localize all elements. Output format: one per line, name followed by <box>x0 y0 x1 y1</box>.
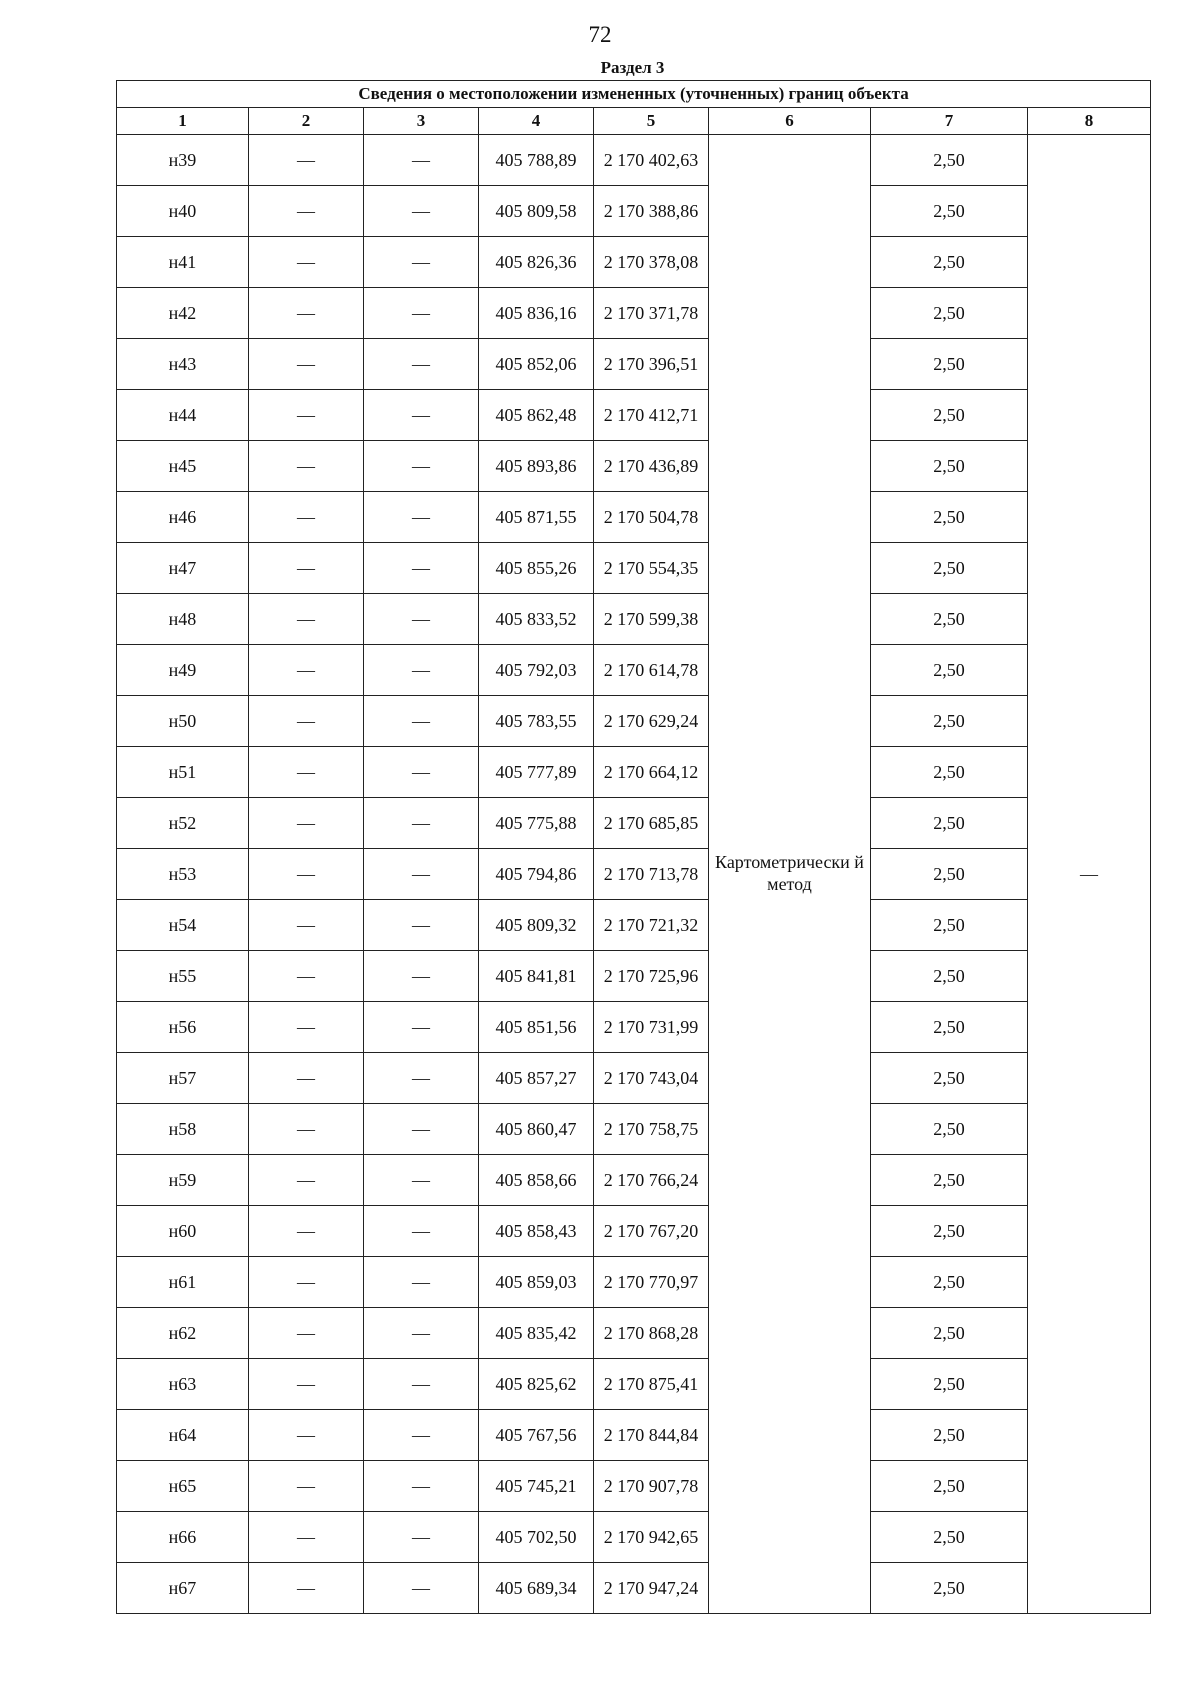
col2-cell: — <box>249 1563 364 1614</box>
col3-cell: — <box>364 1563 479 1614</box>
table-row <box>117 1257 1151 1308</box>
y-coordinate-cell: 2 170 599,38 <box>594 594 709 645</box>
x-coordinate-cell: 405 851,56 <box>479 1002 594 1053</box>
y-coordinate-cell: 2 170 844,84 <box>594 1410 709 1461</box>
table-row <box>117 1410 1151 1461</box>
point-name-cell: н59 <box>117 1155 249 1206</box>
point-name-cell: н63 <box>117 1359 249 1410</box>
col3-cell: — <box>364 288 479 339</box>
accuracy-cell: 2,50 <box>871 951 1028 1002</box>
y-coordinate-cell: 2 170 412,71 <box>594 390 709 441</box>
table-row <box>117 543 1151 594</box>
column-number: 2 <box>249 108 364 135</box>
col2-cell: — <box>249 186 364 237</box>
col3-cell: — <box>364 1104 479 1155</box>
col2-cell: — <box>249 1359 364 1410</box>
col3-cell: — <box>364 1053 479 1104</box>
y-coordinate-cell: 2 170 504,78 <box>594 492 709 543</box>
col2-cell: — <box>249 849 364 900</box>
column-number: 6 <box>709 108 871 135</box>
col3-cell: — <box>364 390 479 441</box>
col2-cell: — <box>249 1104 364 1155</box>
col3-cell: — <box>364 951 479 1002</box>
col3-cell: — <box>364 1155 479 1206</box>
point-name-cell: н56 <box>117 1002 249 1053</box>
col2-cell: — <box>249 747 364 798</box>
accuracy-cell: 2,50 <box>871 288 1028 339</box>
x-coordinate-cell: 405 855,26 <box>479 543 594 594</box>
accuracy-cell: 2,50 <box>871 390 1028 441</box>
col2-cell: — <box>249 1206 364 1257</box>
y-coordinate-cell: 2 170 942,65 <box>594 1512 709 1563</box>
col3-cell: — <box>364 849 479 900</box>
accuracy-cell: 2,50 <box>871 1461 1028 1512</box>
point-name-cell: н49 <box>117 645 249 696</box>
accuracy-cell: 2,50 <box>871 135 1028 186</box>
col2-cell: — <box>249 492 364 543</box>
col2-cell: — <box>249 594 364 645</box>
col3-cell: — <box>364 543 479 594</box>
x-coordinate-cell: 405 794,86 <box>479 849 594 900</box>
col2-cell: — <box>249 390 364 441</box>
table-row <box>117 186 1151 237</box>
point-name-cell: н64 <box>117 1410 249 1461</box>
x-coordinate-cell: 405 893,86 <box>479 441 594 492</box>
x-coordinate-cell: 405 852,06 <box>479 339 594 390</box>
table-row <box>117 441 1151 492</box>
col2-cell: — <box>249 951 364 1002</box>
y-coordinate-cell: 2 170 758,75 <box>594 1104 709 1155</box>
y-coordinate-cell: 2 170 371,78 <box>594 288 709 339</box>
accuracy-cell: 2,50 <box>871 747 1028 798</box>
col3-cell: — <box>364 900 479 951</box>
table-row <box>117 1053 1151 1104</box>
point-name-cell: н53 <box>117 849 249 900</box>
y-coordinate-cell: 2 170 396,51 <box>594 339 709 390</box>
y-coordinate-cell: 2 170 721,32 <box>594 900 709 951</box>
col3-cell: — <box>364 747 479 798</box>
table-row <box>117 135 1151 186</box>
accuracy-cell: 2,50 <box>871 849 1028 900</box>
page-number: 72 <box>588 22 612 47</box>
x-coordinate-cell: 405 689,34 <box>479 1563 594 1614</box>
col3-cell: — <box>364 441 479 492</box>
coordinates-table <box>116 80 1151 1614</box>
table-row <box>117 594 1151 645</box>
table-row <box>117 1512 1151 1563</box>
y-coordinate-cell: 2 170 388,86 <box>594 186 709 237</box>
table-row <box>117 339 1151 390</box>
point-name-cell: н43 <box>117 339 249 390</box>
accuracy-cell: 2,50 <box>871 1563 1028 1614</box>
x-coordinate-cell: 405 825,62 <box>479 1359 594 1410</box>
table-caption: Сведения о местоположении измененных (уточненных) границ объекта <box>117 81 1151 108</box>
x-coordinate-cell: 405 859,03 <box>479 1257 594 1308</box>
column-number: 5 <box>594 108 709 135</box>
col3-cell: — <box>364 1410 479 1461</box>
accuracy-cell: 2,50 <box>871 339 1028 390</box>
y-coordinate-cell: 2 170 402,63 <box>594 135 709 186</box>
col3-cell: — <box>364 339 479 390</box>
x-coordinate-cell: 405 871,55 <box>479 492 594 543</box>
column-number: 7 <box>871 108 1028 135</box>
y-coordinate-cell: 2 170 947,24 <box>594 1563 709 1614</box>
x-coordinate-cell: 405 826,36 <box>479 237 594 288</box>
col2-cell: — <box>249 135 364 186</box>
accuracy-cell: 2,50 <box>871 1104 1028 1155</box>
col2-cell: — <box>249 798 364 849</box>
point-name-cell: н55 <box>117 951 249 1002</box>
table-row <box>117 1461 1151 1512</box>
method-cell: Картометрически й метод <box>709 135 871 1614</box>
table-row <box>117 1359 1151 1410</box>
x-coordinate-cell: 405 833,52 <box>479 594 594 645</box>
x-coordinate-cell: 405 702,50 <box>479 1512 594 1563</box>
table-row <box>117 747 1151 798</box>
col2-cell: — <box>249 339 364 390</box>
x-coordinate-cell: 405 858,43 <box>479 1206 594 1257</box>
accuracy-cell: 2,50 <box>871 1053 1028 1104</box>
table-body <box>117 135 1151 1614</box>
table-row <box>117 390 1151 441</box>
col3-cell: — <box>364 135 479 186</box>
x-coordinate-cell: 405 775,88 <box>479 798 594 849</box>
col2-cell: — <box>249 1461 364 1512</box>
point-name-cell: н60 <box>117 1206 249 1257</box>
x-coordinate-cell: 405 860,47 <box>479 1104 594 1155</box>
point-name-cell: н48 <box>117 594 249 645</box>
y-coordinate-cell: 2 170 766,24 <box>594 1155 709 1206</box>
accuracy-cell: 2,50 <box>871 186 1028 237</box>
table-row <box>117 492 1151 543</box>
accuracy-cell: 2,50 <box>871 645 1028 696</box>
point-name-cell: н45 <box>117 441 249 492</box>
x-coordinate-cell: 405 836,16 <box>479 288 594 339</box>
point-name-cell: н65 <box>117 1461 249 1512</box>
accuracy-cell: 2,50 <box>871 1512 1028 1563</box>
y-coordinate-cell: 2 170 731,99 <box>594 1002 709 1053</box>
col3-cell: — <box>364 1461 479 1512</box>
point-name-cell: н51 <box>117 747 249 798</box>
col3-cell: — <box>364 492 479 543</box>
x-coordinate-cell: 405 792,03 <box>479 645 594 696</box>
accuracy-cell: 2,50 <box>871 543 1028 594</box>
x-coordinate-cell: 405 809,32 <box>479 900 594 951</box>
col2-cell: — <box>249 696 364 747</box>
col8-cell: — <box>1028 135 1151 1614</box>
point-name-cell: н67 <box>117 1563 249 1614</box>
y-coordinate-cell: 2 170 713,78 <box>594 849 709 900</box>
table-row <box>117 645 1151 696</box>
table-row <box>117 1155 1151 1206</box>
y-coordinate-cell: 2 170 725,96 <box>594 951 709 1002</box>
accuracy-cell: 2,50 <box>871 441 1028 492</box>
col3-cell: — <box>364 1257 479 1308</box>
table-row <box>117 1563 1151 1614</box>
y-coordinate-cell: 2 170 770,97 <box>594 1257 709 1308</box>
y-coordinate-cell: 2 170 767,20 <box>594 1206 709 1257</box>
x-coordinate-cell: 405 777,89 <box>479 747 594 798</box>
accuracy-cell: 2,50 <box>871 1002 1028 1053</box>
x-coordinate-cell: 405 767,56 <box>479 1410 594 1461</box>
y-coordinate-cell: 2 170 868,28 <box>594 1308 709 1359</box>
point-name-cell: н50 <box>117 696 249 747</box>
accuracy-cell: 2,50 <box>871 798 1028 849</box>
col3-cell: — <box>364 1002 479 1053</box>
y-coordinate-cell: 2 170 875,41 <box>594 1359 709 1410</box>
x-coordinate-cell: 405 858,66 <box>479 1155 594 1206</box>
col3-cell: — <box>364 1359 479 1410</box>
column-number-row <box>117 108 1151 135</box>
table-row <box>117 951 1151 1002</box>
table-row <box>117 1206 1151 1257</box>
accuracy-cell: 2,50 <box>871 1206 1028 1257</box>
table-row <box>117 237 1151 288</box>
col2-cell: — <box>249 288 364 339</box>
accuracy-cell: 2,50 <box>871 1257 1028 1308</box>
point-name-cell: н41 <box>117 237 249 288</box>
y-coordinate-cell: 2 170 629,24 <box>594 696 709 747</box>
accuracy-cell: 2,50 <box>871 1308 1028 1359</box>
x-coordinate-cell: 405 809,58 <box>479 186 594 237</box>
y-coordinate-cell: 2 170 436,89 <box>594 441 709 492</box>
col2-cell: — <box>249 645 364 696</box>
x-coordinate-cell: 405 857,27 <box>479 1053 594 1104</box>
col2-cell: — <box>249 1002 364 1053</box>
x-coordinate-cell: 405 745,21 <box>479 1461 594 1512</box>
y-coordinate-cell: 2 170 554,35 <box>594 543 709 594</box>
accuracy-cell: 2,50 <box>871 1359 1028 1410</box>
point-name-cell: н46 <box>117 492 249 543</box>
col2-cell: — <box>249 543 364 594</box>
y-coordinate-cell: 2 170 664,12 <box>594 747 709 798</box>
col2-cell: — <box>249 900 364 951</box>
table-row <box>117 288 1151 339</box>
x-coordinate-cell: 405 862,48 <box>479 390 594 441</box>
y-coordinate-cell: 2 170 907,78 <box>594 1461 709 1512</box>
col3-cell: — <box>364 237 479 288</box>
table-row <box>117 849 1151 900</box>
col2-cell: — <box>249 1512 364 1563</box>
accuracy-cell: 2,50 <box>871 237 1028 288</box>
accuracy-cell: 2,50 <box>871 594 1028 645</box>
col2-cell: — <box>249 1410 364 1461</box>
accuracy-cell: 2,50 <box>871 696 1028 747</box>
col2-cell: — <box>249 1053 364 1104</box>
section-title: Раздел 3 <box>600 58 665 77</box>
col2-cell: — <box>249 441 364 492</box>
point-name-cell: н42 <box>117 288 249 339</box>
y-coordinate-cell: 2 170 378,08 <box>594 237 709 288</box>
col2-cell: — <box>249 1155 364 1206</box>
col2-cell: — <box>249 237 364 288</box>
table-row <box>117 1308 1151 1359</box>
col3-cell: — <box>364 1512 479 1563</box>
col3-cell: — <box>364 594 479 645</box>
point-name-cell: н62 <box>117 1308 249 1359</box>
y-coordinate-cell: 2 170 743,04 <box>594 1053 709 1104</box>
col3-cell: — <box>364 186 479 237</box>
col2-cell: — <box>249 1257 364 1308</box>
col3-cell: — <box>364 645 479 696</box>
table-row <box>117 1104 1151 1155</box>
point-name-cell: н39 <box>117 135 249 186</box>
accuracy-cell: 2,50 <box>871 492 1028 543</box>
col3-cell: — <box>364 1206 479 1257</box>
point-name-cell: н61 <box>117 1257 249 1308</box>
point-name-cell: н52 <box>117 798 249 849</box>
accuracy-cell: 2,50 <box>871 1410 1028 1461</box>
point-name-cell: н57 <box>117 1053 249 1104</box>
accuracy-cell: 2,50 <box>871 1155 1028 1206</box>
table-row <box>117 900 1151 951</box>
col3-cell: — <box>364 1308 479 1359</box>
point-name-cell: н44 <box>117 390 249 441</box>
col3-cell: — <box>364 798 479 849</box>
column-number: 4 <box>479 108 594 135</box>
column-number: 8 <box>1028 108 1151 135</box>
col3-cell: — <box>364 696 479 747</box>
x-coordinate-cell: 405 788,89 <box>479 135 594 186</box>
column-number: 3 <box>364 108 479 135</box>
column-number: 1 <box>117 108 249 135</box>
accuracy-cell: 2,50 <box>871 900 1028 951</box>
table-row <box>117 1002 1151 1053</box>
point-name-cell: н47 <box>117 543 249 594</box>
point-name-cell: н54 <box>117 900 249 951</box>
point-name-cell: н40 <box>117 186 249 237</box>
table-row <box>117 696 1151 747</box>
point-name-cell: н58 <box>117 1104 249 1155</box>
x-coordinate-cell: 405 841,81 <box>479 951 594 1002</box>
col2-cell: — <box>249 1308 364 1359</box>
y-coordinate-cell: 2 170 685,85 <box>594 798 709 849</box>
point-name-cell: н66 <box>117 1512 249 1563</box>
y-coordinate-cell: 2 170 614,78 <box>594 645 709 696</box>
table-row <box>117 798 1151 849</box>
x-coordinate-cell: 405 835,42 <box>479 1308 594 1359</box>
x-coordinate-cell: 405 783,55 <box>479 696 594 747</box>
